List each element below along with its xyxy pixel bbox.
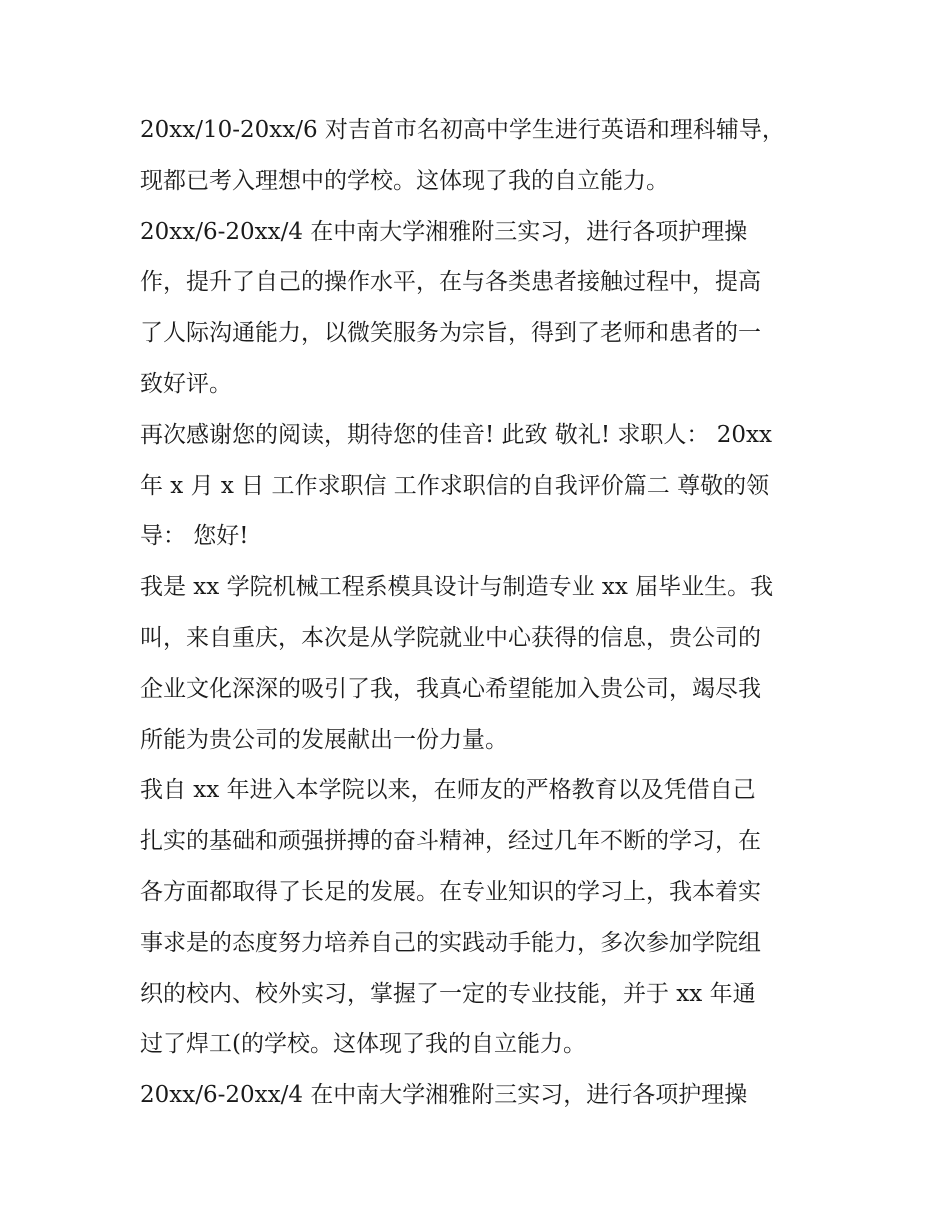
text-line: 企业文化深深的吸引了我，我真心希望能加入贵公司，竭尽我 [140,675,761,702]
document-body [140,105,815,1121]
text-line: 年 x 月 x 日 工作求职信 工作求职信的自我评价篇二 尊敬的领 [140,472,770,499]
text-line: 再次感谢您的阅读，期待您的佳音! 此致 敬礼! 求职人： 20xx [140,421,772,448]
text-line: 作，提升了自己的操作水平，在与各类患者接触过程中，提高 [140,269,761,296]
text-line: 扎实的基础和顽强拼搏的奋斗精神，经过几年不断的学习，在 [140,828,761,855]
text-line: 20xx/6-20xx/4 在中南大学湘雅附三实习，进行各项护理操 [140,218,748,245]
text-line: 20xx/6-20xx/4 在中南大学湘雅附三实习，进行各项护理操 [140,1082,748,1109]
text-line: 我自 xx 年进入本学院以来，在师友的严格教育以及凭借自己 [140,777,756,804]
text-line: 叫，来自重庆，本次是从学院就业中心获得的信息，贵公司的 [140,624,761,651]
text-line: 各方面都取得了长足的发展。在专业知识的学习上，我本着实 [140,878,761,905]
text-line: 致好评。 [140,370,232,397]
text-line: 20xx/10-20xx/6 对吉首市名初高中学生进行英语和理科辅导， [140,117,785,143]
text-line: 所能为贵公司的发展献出一份力量。 [140,726,508,753]
text-line: 导： 您好! [140,523,249,550]
text-line: 织的校内、校外实习，掌握了一定的专业技能，并于 xx 年通 [140,980,756,1007]
text-line: 我是 xx 学院机械工程系模具设计与制造专业 xx 届毕业生。我 [140,574,774,601]
text-line: 过了焊工(的学校。这体现了我的自立能力。 [140,1031,586,1058]
text-line: 了人际沟通能力，以微笑服务为宗旨，得到了老师和患者的一 [140,320,761,347]
text-line: 事求是的态度努力培养自己的实践动手能力，多次参加学院组 [140,929,761,956]
text-line: 现都已考入理想中的学校。这体现了我的自立能力。 [140,167,669,194]
